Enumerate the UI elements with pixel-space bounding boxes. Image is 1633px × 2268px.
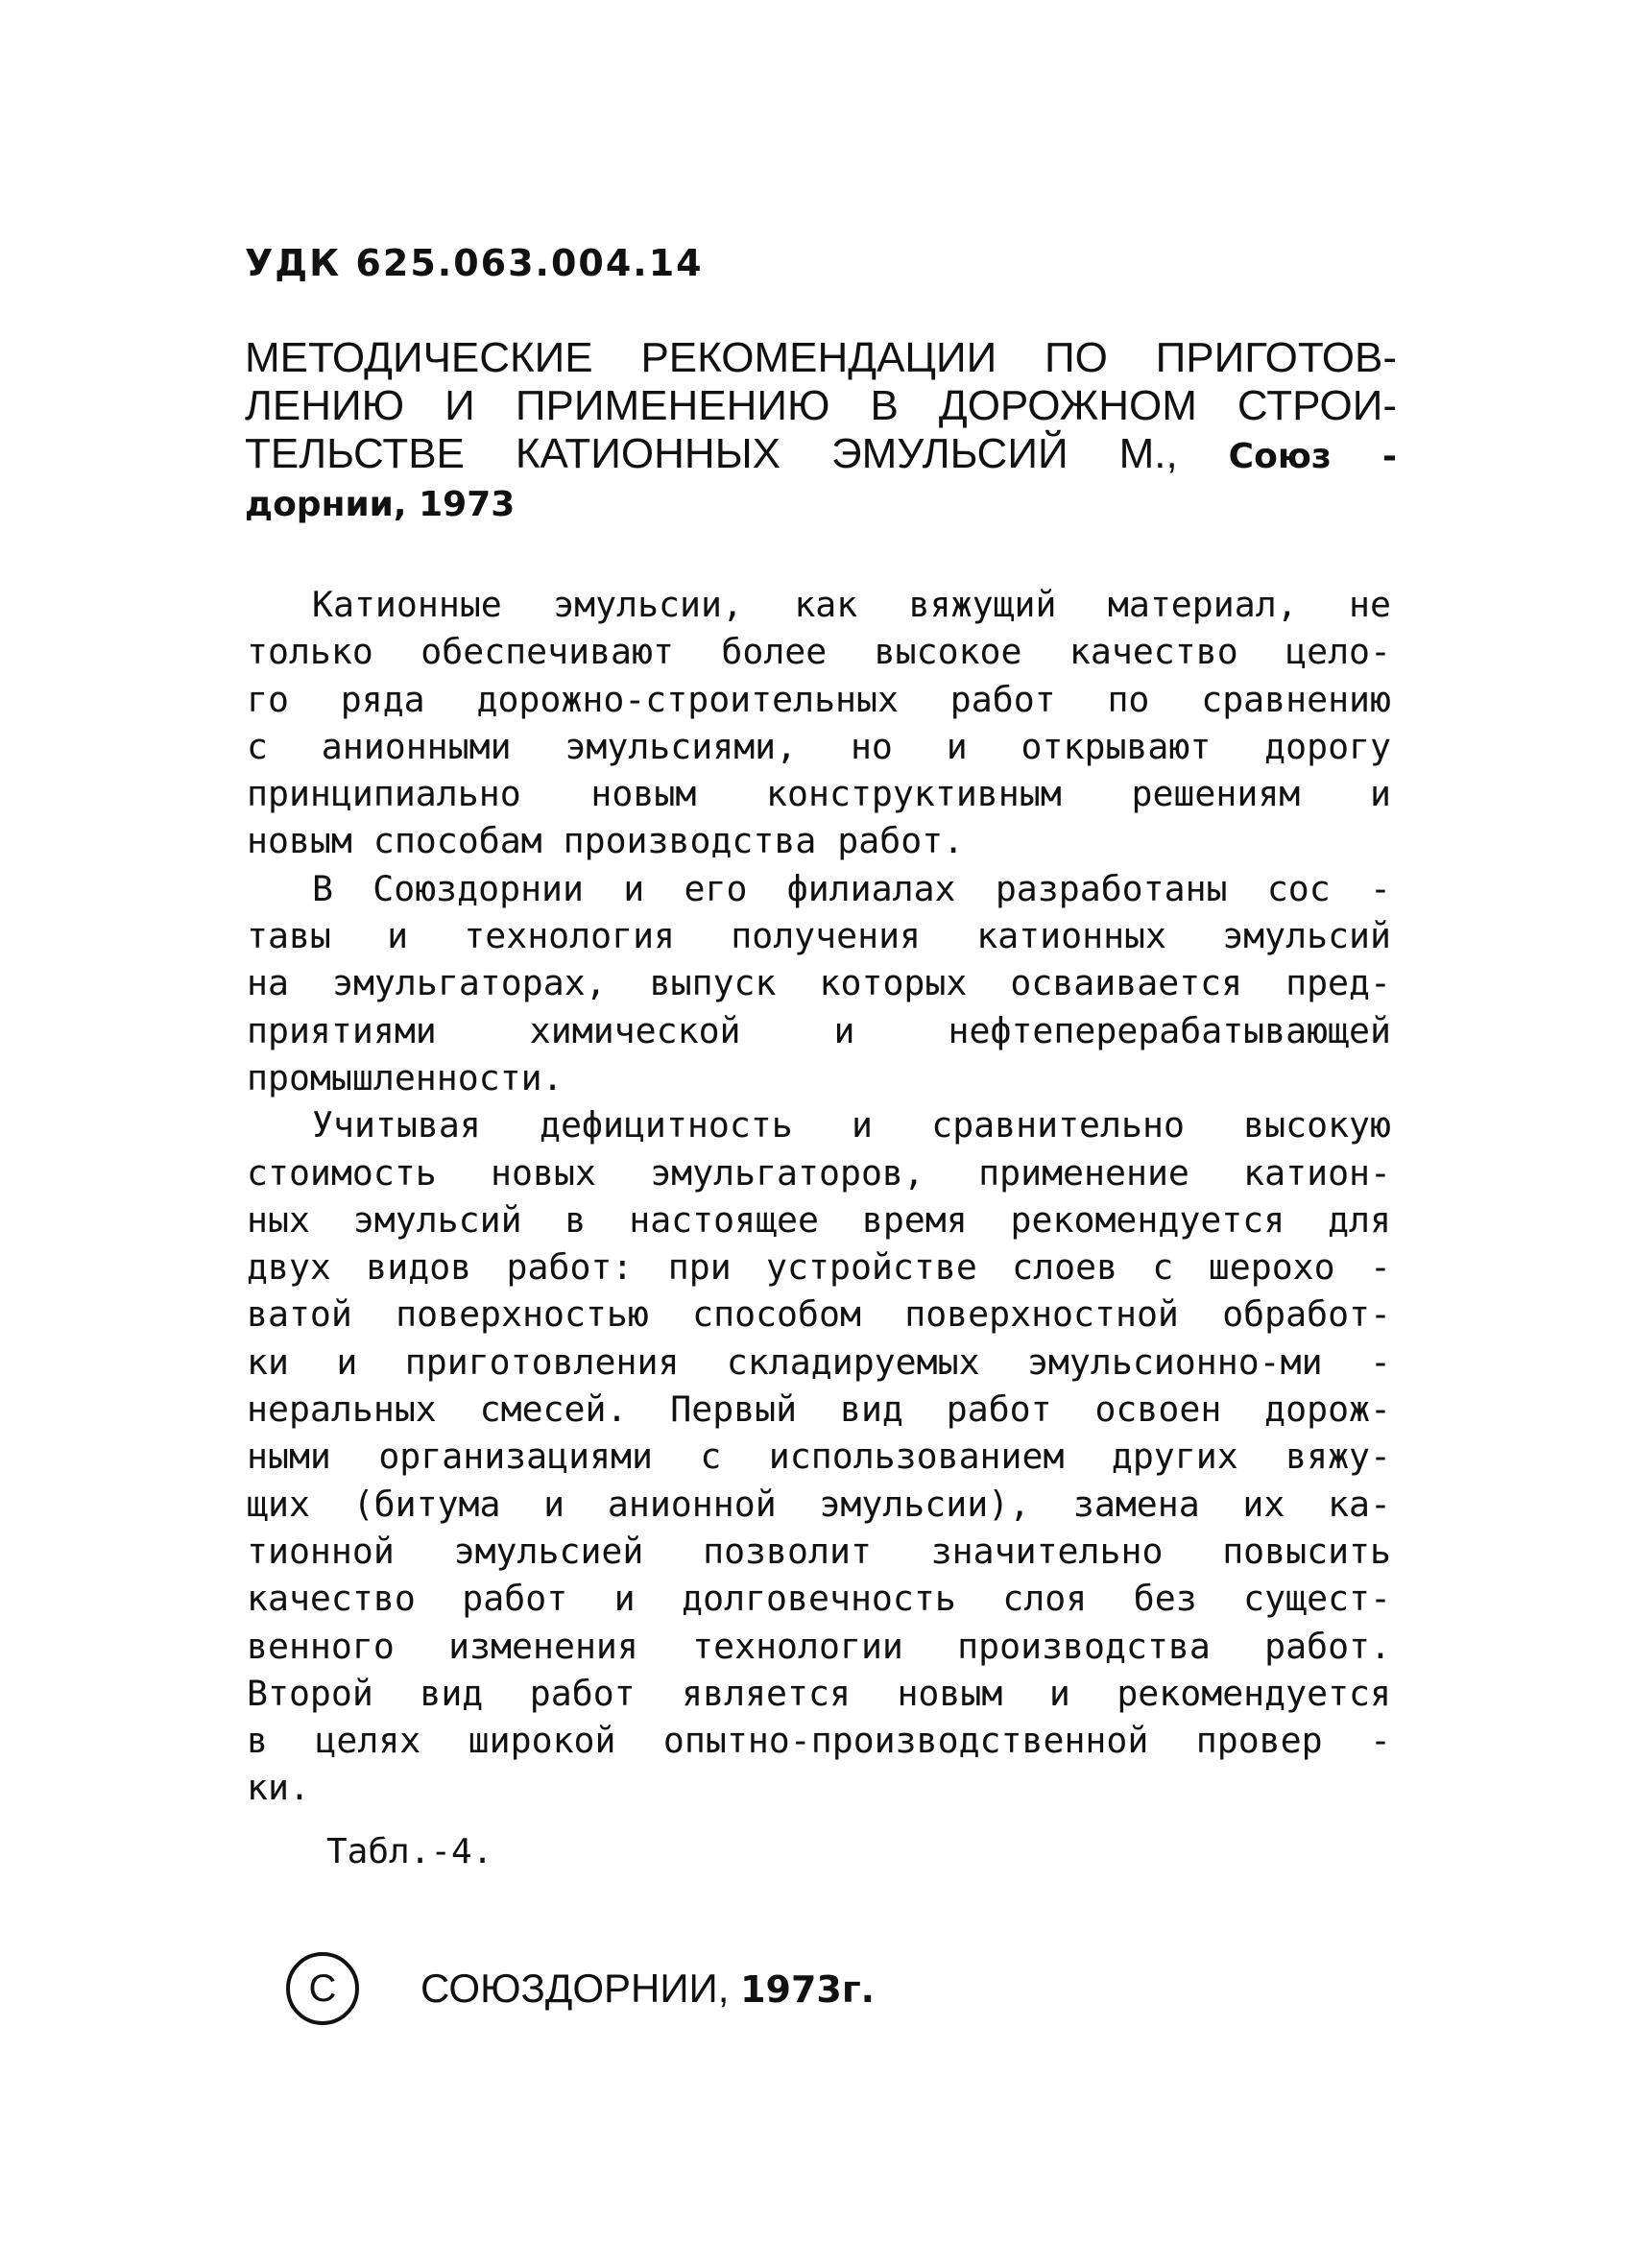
abstract-line: ными организациями с использованием других вяжу- xyxy=(247,1436,1391,1478)
abstract-line: го ряда дорожно-строительных работ по сравнению xyxy=(247,678,1391,720)
abstract-line: в целях широкой опытно-производственной провер - xyxy=(247,1720,1391,1762)
abstract-line: венного изменения технологии производства работ. xyxy=(247,1625,1391,1667)
abstract-line: В Союздорнии и его филиалах разработаны сос - xyxy=(312,867,1391,909)
copyright-holder xyxy=(420,1966,875,2012)
abstract-line: Второй вид работ является новым и рекомендуется xyxy=(247,1672,1391,1714)
abstract-line: ки и приготовления складируемых эмульсионно-ми - xyxy=(247,1340,1391,1383)
document-title xyxy=(245,334,1397,529)
abstract-line: Учитывая дефицитность и сравнительно высокую xyxy=(312,1104,1391,1146)
title-line-2: ЛЕНИЮ И ПРИМЕНЕНИЮ В ДОРОЖНОМ СТРОИ- xyxy=(245,382,1397,429)
title-line-4: дорнии, 1973 xyxy=(245,485,516,524)
copyright-icon: C xyxy=(286,1952,359,2025)
title-line-3 xyxy=(245,430,1397,481)
abstract-line: Катионные эмульсии, как вяжущий материал, не xyxy=(312,584,1391,625)
copyright-holder-name: СОЮЗДОРНИИ, xyxy=(420,1966,730,2011)
title-line-3-text: ТЕЛЬСТВЕ КАТИОННЫХ ЭМУЛЬСИЙ М., xyxy=(245,430,1178,477)
tables-count-note: Табл.-4. xyxy=(326,1832,493,1871)
abstract-line: с анионными эмульсиями, но и открывают дорогу xyxy=(247,725,1391,767)
abstract xyxy=(247,581,1391,1812)
udk-code: УДК 625.063.004.14 xyxy=(245,242,704,284)
abstract-line: ки. xyxy=(247,1767,310,1809)
abstract-line: неральных смесей. Первый вид работ освоен дорож- xyxy=(247,1388,1391,1431)
abstract-line: только обеспечивают более высокое качество цело- xyxy=(247,631,1391,673)
abstract-line: промышленности. xyxy=(247,1056,564,1098)
abstract-line: ных эмульсий в настоящее время рекомендуется для xyxy=(247,1198,1391,1241)
abstract-line: ватой поверхностью способом поверхностной обработ- xyxy=(247,1293,1391,1336)
abstract-line: щих (битума и анионной эмульсии), замена их ка- xyxy=(247,1483,1391,1525)
abstract-line: стоимость новых эмульгаторов, применение катион- xyxy=(247,1151,1391,1194)
abstract-line: качество работ и долговечность слоя без сущест- xyxy=(247,1578,1391,1620)
title-line-1: МЕТОДИЧЕСКИЕ РЕКОМЕНДАЦИИ ПО ПРИГОТОВ- xyxy=(245,334,1397,381)
abstract-line: новым способам производства работ. xyxy=(247,820,965,862)
title-publisher: Союз - xyxy=(1228,437,1397,476)
copyright-year: 1973г. xyxy=(740,1968,876,2011)
abstract-line: тионной эмульсией позволит значительно повысить xyxy=(247,1530,1391,1572)
abstract-line: двух видов работ: при устройстве слоев с шерохо - xyxy=(247,1246,1391,1289)
abstract-line: на эмульгаторах, выпуск которых осваивается пред- xyxy=(247,962,1391,1004)
copyright-notice xyxy=(286,1947,875,2030)
abstract-line: принципиально новым конструктивным решениям и xyxy=(247,773,1391,815)
abstract-line: приятиями химической и нефтеперерабатывающей xyxy=(247,1009,1391,1051)
abstract-line: тавы и технология получения катионных эмульсий xyxy=(247,915,1391,957)
